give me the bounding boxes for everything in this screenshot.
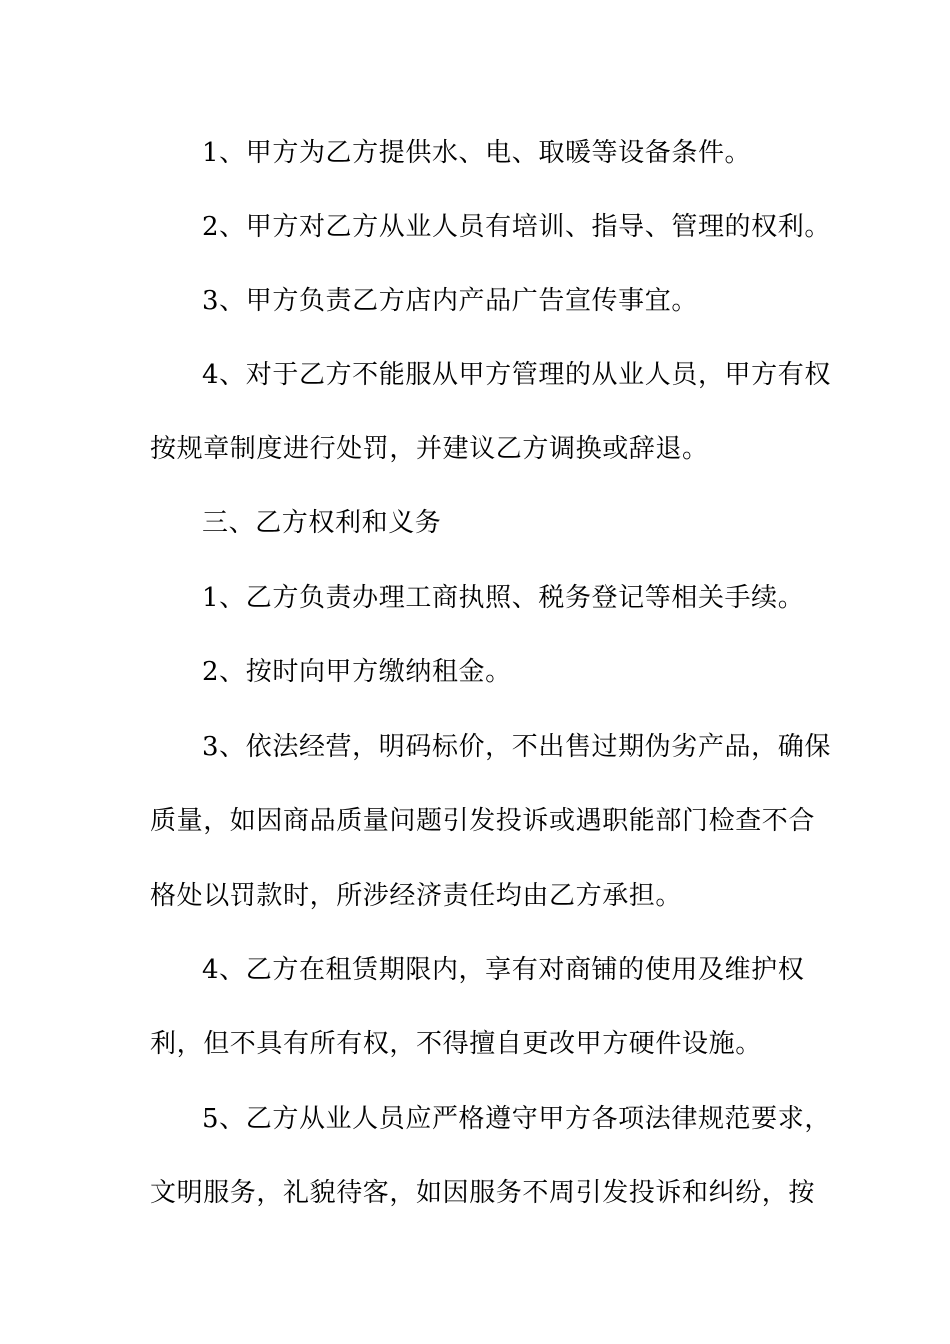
paragraph-line: 4、乙方在租赁期限内，享有对商铺的使用及维护权 xyxy=(202,955,805,985)
paragraph-line: 2、按时向甲方缴纳租金。 xyxy=(202,657,512,687)
paragraph-line: 3、依法经营，明码标价，不出售过期伪劣产品，确保 xyxy=(202,732,831,762)
paragraph-line: 1、乙方负责办理工商执照、税务登记等相关手续。 xyxy=(202,583,805,613)
paragraph-line: 4、对于乙方不能服从甲方管理的从业人员，甲方有权 xyxy=(202,360,831,390)
paragraph-line: 按规章制度进行处罚，并建议乙方调换或辞退。 xyxy=(150,434,709,464)
section-heading: 三、乙方权利和义务 xyxy=(202,508,442,538)
paragraph-line: 1、甲方为乙方提供水、电、取暖等设备条件。 xyxy=(202,138,752,168)
paragraph-line: 格处以罚款时，所涉经济责任均由乙方承担。 xyxy=(150,881,683,911)
paragraph-line: 5、乙方从业人员应严格遵守甲方各项法律规范要求， xyxy=(202,1104,831,1134)
paragraph-line: 利，但不具有所有权，不得擅自更改甲方硬件设施。 xyxy=(150,1029,762,1059)
paragraph-line: 3、甲方负责乙方店内产品广告宣传事宜。 xyxy=(202,286,698,316)
paragraph-line: 文明服务，礼貌待客，如因服务不周引发投诉和纠纷，按 xyxy=(150,1178,816,1208)
paragraph-line: 质量，如因商品质量问题引发投诉或遇职能部门检查不合 xyxy=(150,806,816,836)
paragraph-line: 2、甲方对乙方从业人员有培训、指导、管理的权利。 xyxy=(202,212,831,242)
